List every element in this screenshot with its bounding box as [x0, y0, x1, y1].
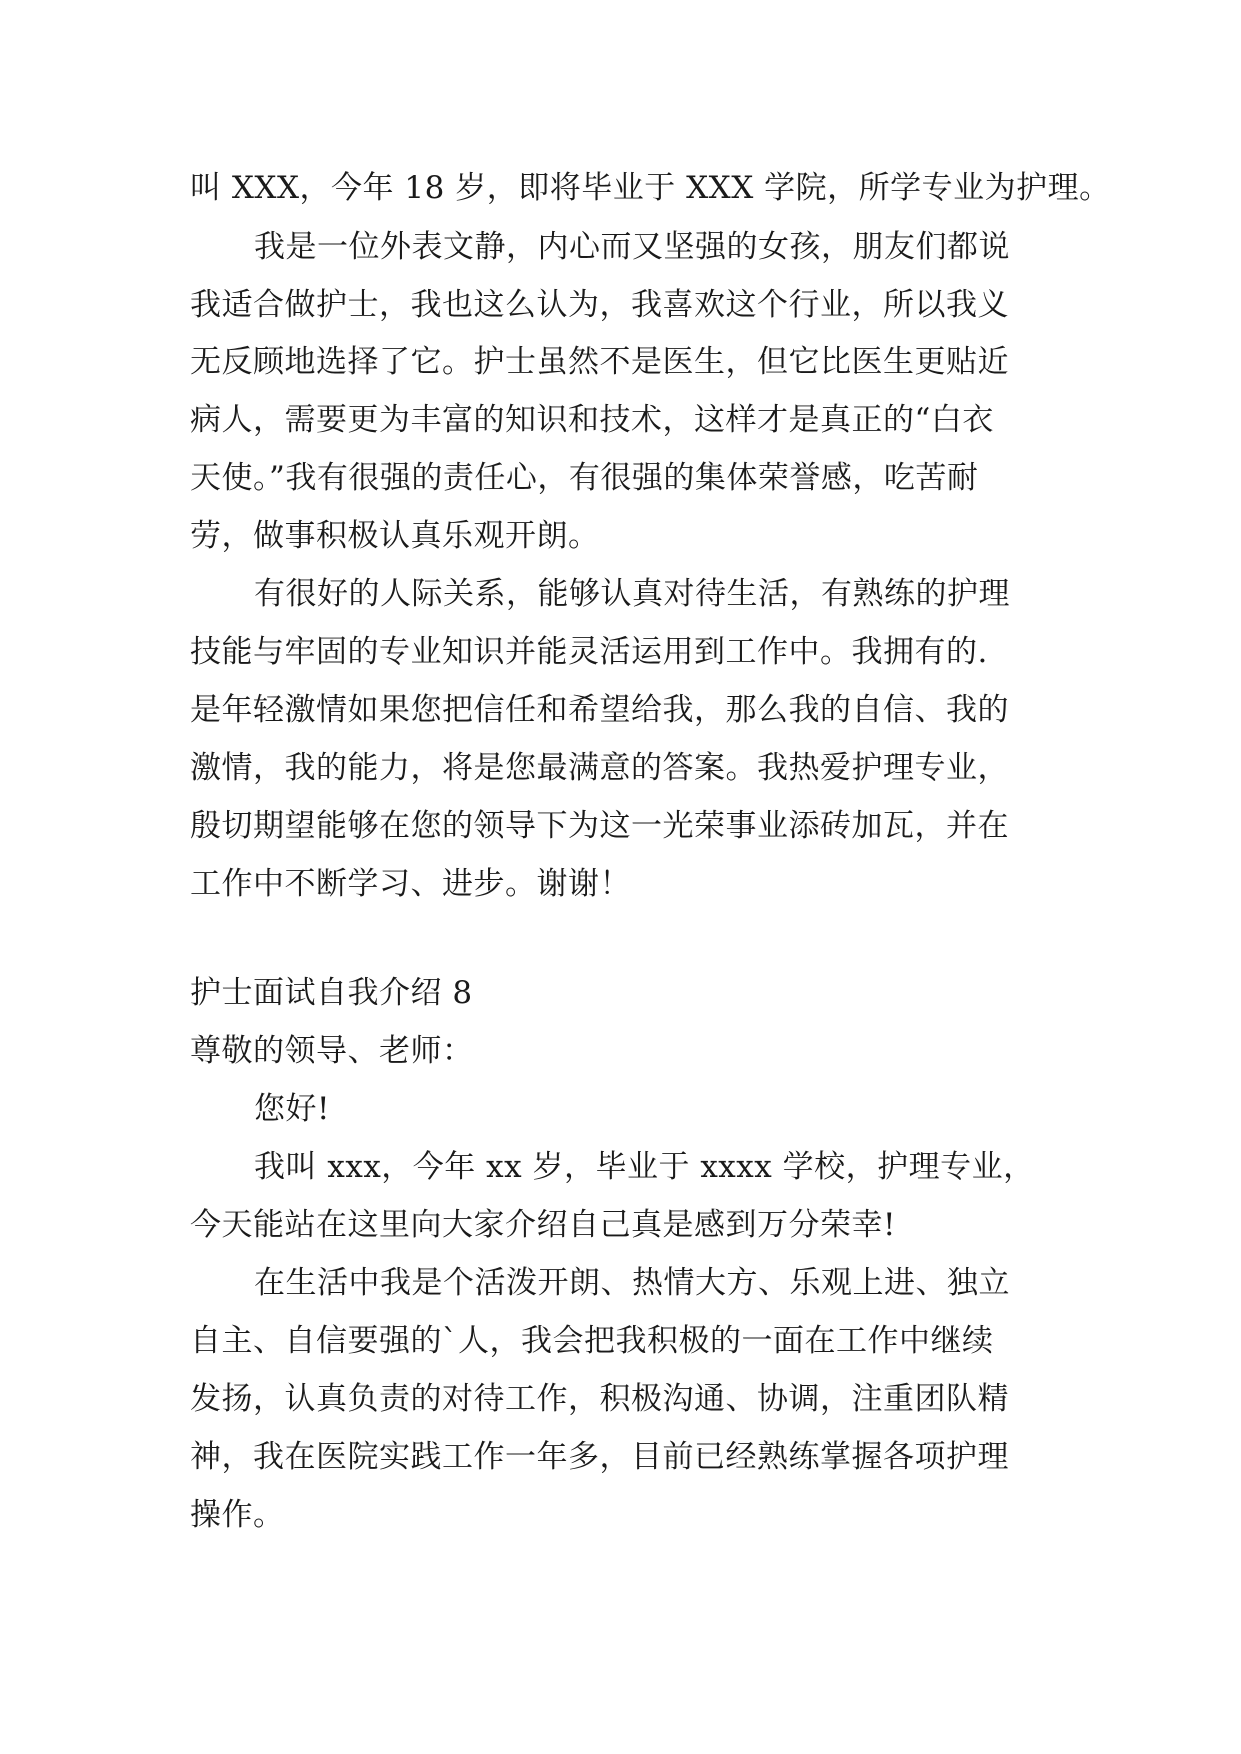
paragraph-line: 病人，需要更为丰富的知识和技术，这样才是真正的“白衣	[190, 402, 994, 438]
paragraph-line: 天使。”我有很强的责任心，有很强的集体荣誉感，吃苦耐	[190, 460, 979, 496]
salutation: 尊敬的领导、老师：	[190, 1033, 474, 1069]
paragraph-line: 我适合做护士，我也这么认为，我喜欢这个行业，所以我义	[190, 287, 1009, 323]
paragraph-line: 发扬，认真负责的对待工作，积极沟通、协调，注重团队精	[190, 1381, 1009, 1417]
paragraph-line: 叫 XXX，今年 18 岁，即将毕业于 XXX 学院，所学专业为护理。	[190, 170, 1111, 206]
paragraph-line: 劳，做事积极认真乐观开朗。	[190, 518, 600, 554]
paragraph-line: 神，我在医院实践工作一年多，目前已经熟练掌握各项护理	[190, 1439, 1009, 1475]
paragraph-line: 激情，我的能力，将是您最满意的答案。我热爱护理专业，	[190, 750, 1009, 786]
paragraph-line: 殷切期望能够在您的领导下为这一光荣事业添砖加瓦，并在	[190, 808, 1009, 844]
paragraph-line: 无反顾地选择了它。护士虽然不是医生，但它比医生更贴近	[190, 344, 1009, 380]
paragraph-line: 自主、自信要强的`人，我会把我积极的一面在工作中继续	[190, 1323, 994, 1359]
paragraph-line: 在生活中我是个活泼开朗、热情大方、乐观上进、独立	[254, 1265, 1010, 1301]
paragraph-line: 工作中不断学习、进步。谢谢！	[190, 866, 631, 902]
paragraph-line: 操作。	[190, 1497, 285, 1533]
paragraph-line: 今天能站在这里向大家介绍自己真是感到万分荣幸!	[190, 1207, 896, 1243]
paragraph-line: 我是一位外表文静，内心而又坚强的女孩，朋友们都说	[254, 229, 1010, 265]
greeting: 您好!	[254, 1091, 330, 1127]
paragraph-line: 技能与牢固的专业知识并能灵活运用到工作中。我拥有的.	[190, 634, 988, 670]
section-title: 护士面试自我介绍 8	[190, 975, 473, 1011]
paragraph-line: 有很好的人际关系，能够认真对待生活，有熟练的护理	[254, 576, 1010, 612]
paragraph-line: 是年轻激情如果您把信任和希望给我，那么我的自信、我的	[190, 692, 1009, 728]
paragraph-line: 我叫 xxx，今年 xx 岁，毕业于 xxxx 学校，护理专业，	[254, 1149, 1035, 1185]
